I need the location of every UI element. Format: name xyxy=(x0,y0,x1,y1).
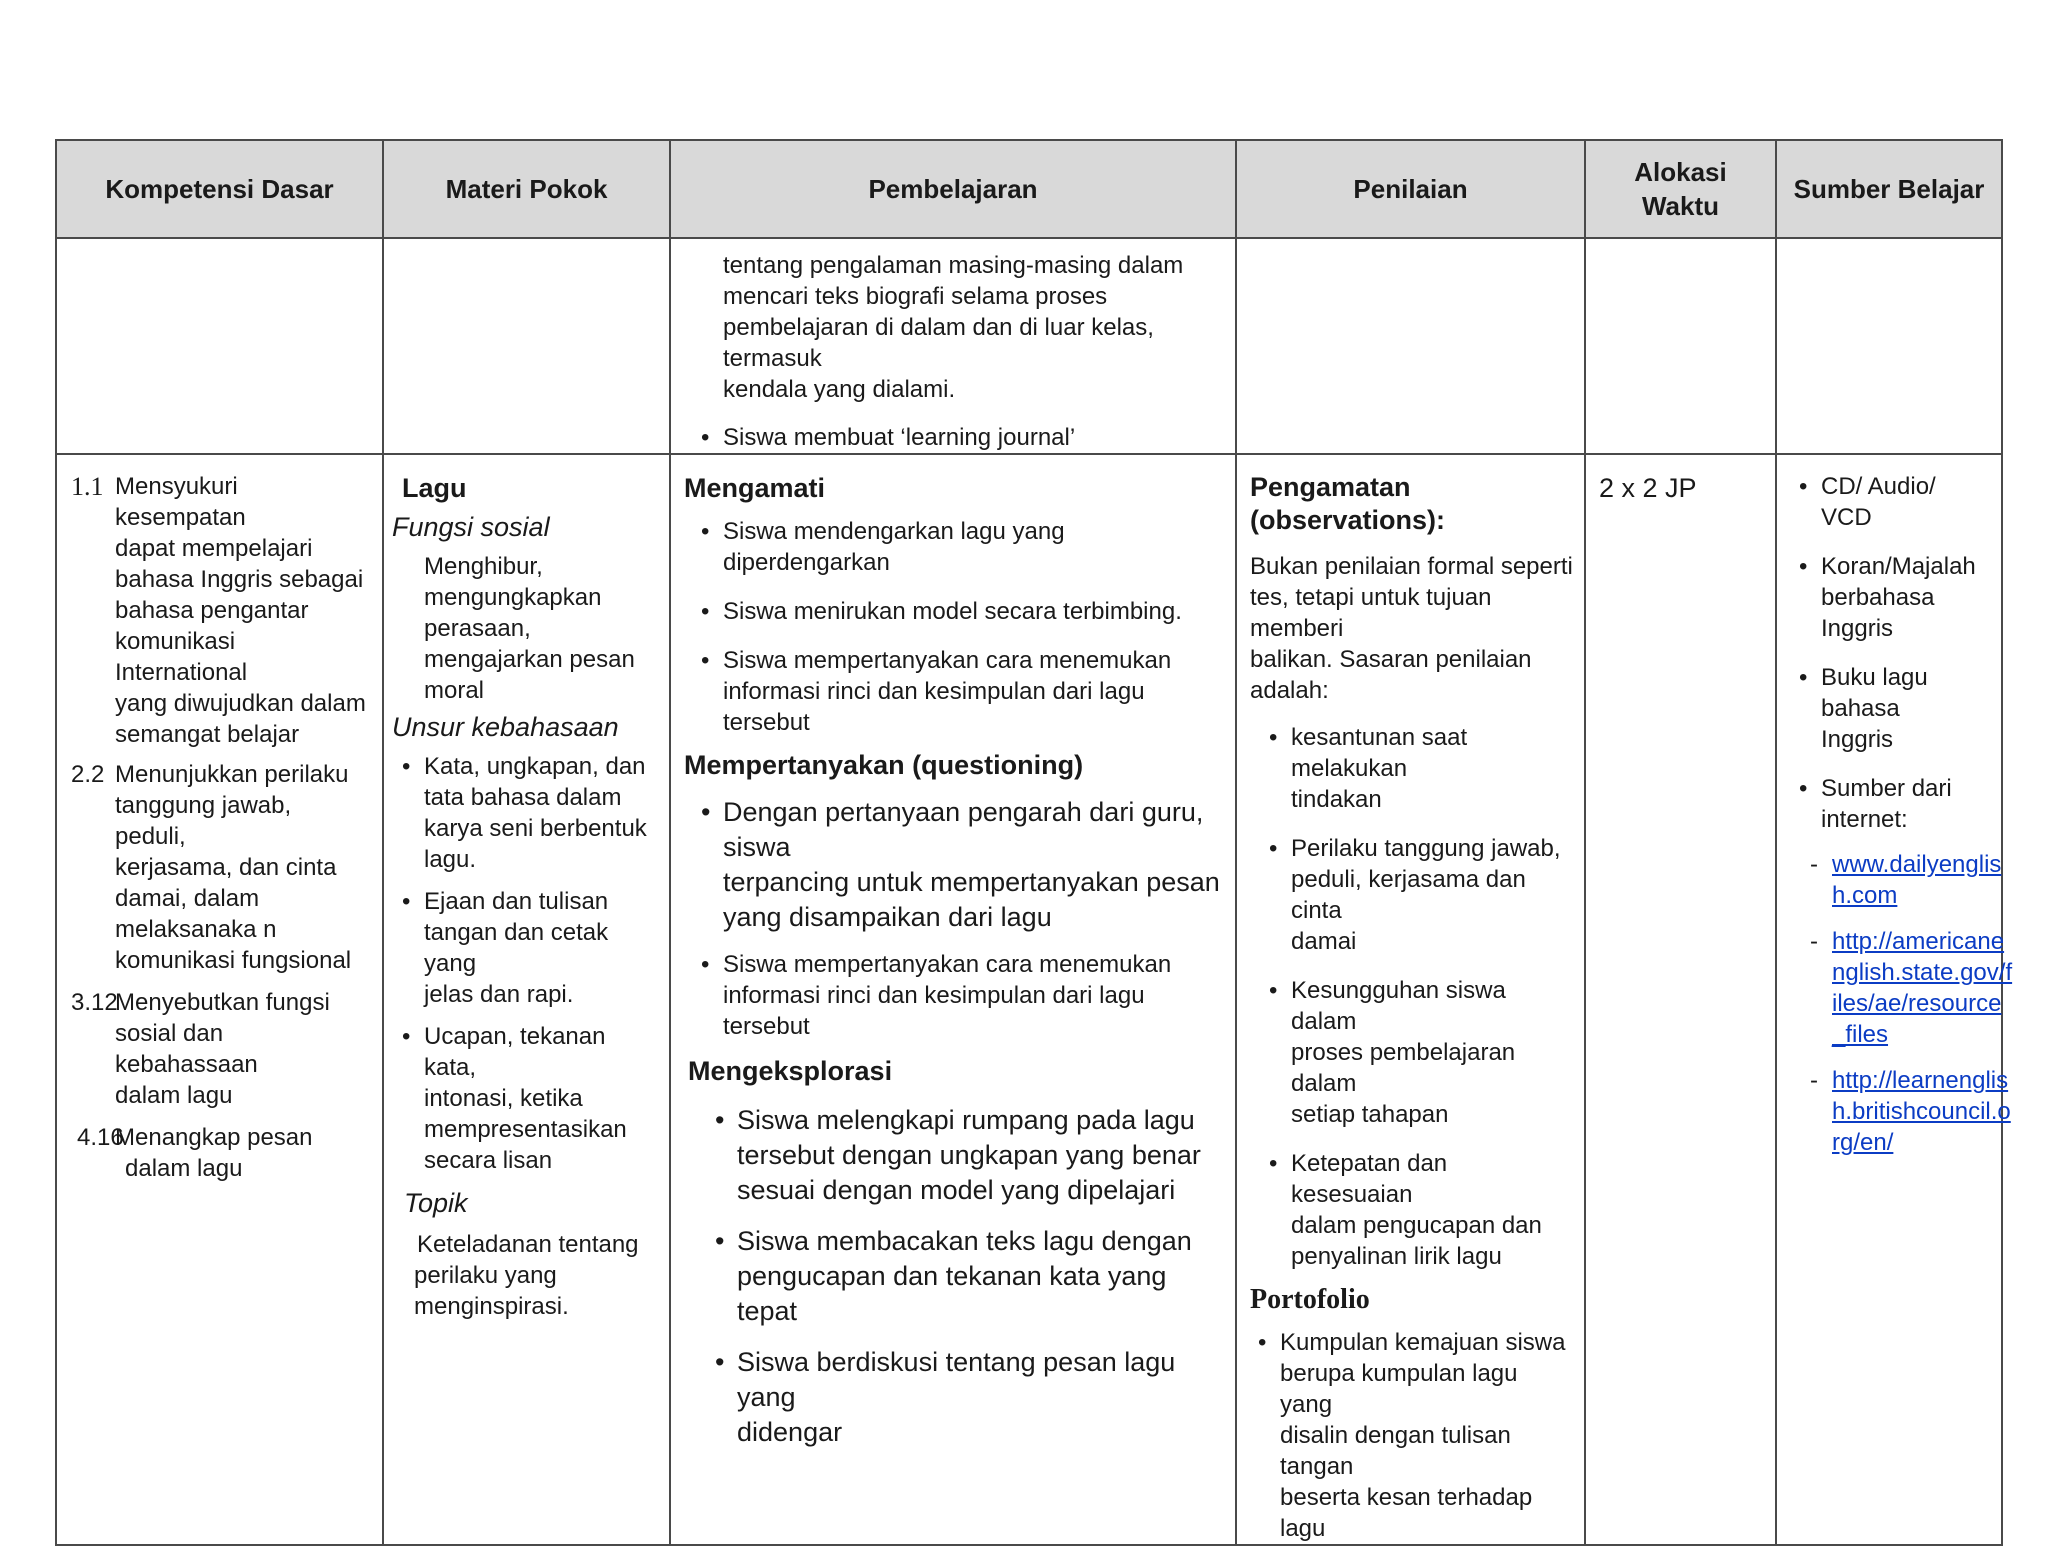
mengeksplorasi-title: Mengeksplorasi xyxy=(688,1056,893,1086)
list-item: • Buku lagu bahasa Inggris xyxy=(1821,662,1993,755)
pengamatan-title: Pengamatan (observations): xyxy=(1250,472,1446,535)
row1-materi-cell xyxy=(383,238,670,454)
list-item: • Ucapan, tekanan kata, intonasi, ketika mempresentasikan secara lisan xyxy=(424,1021,659,1176)
list-item: • Perilaku tanggung jawab, peduli, kerjasama dan cinta damai xyxy=(1291,833,1574,957)
list-item: • Siswa mempertanyakan cara menemukan informasi rinci dan kesimpulan dari lagu tersebut xyxy=(723,645,1225,738)
alokasi-value: 2 x 2 JP xyxy=(1599,473,1697,503)
list-item: • Ejaan dan tulisan tangan dan cetak yang jelas dan rapi. xyxy=(424,886,659,1010)
link-dailyenglish[interactable]: - www.dailyenglis h.com xyxy=(1832,849,1993,911)
row1-penilaian-cell xyxy=(1236,238,1585,454)
list-item: • Siswa membuat ‘learning journal’ xyxy=(723,422,1223,453)
topik-label: Topik xyxy=(404,1188,468,1218)
kd-item: 2.2 Menunjukkan perilaku tanggung jawab, peduli, kerjasama, dan cinta damai, dalam melaksanaka n komunikasi fungsional xyxy=(71,761,352,974)
syllabus-table xyxy=(55,139,2013,1546)
list-item: • CD/ Audio/ VCD xyxy=(1821,471,1993,533)
kd-item: 1.1 Mensyukuri kesempatan dapat mempelajari bahasa Inggris sebagai bahasa pengantar komunikasi International yang diwujudkan dalam semangat belajar xyxy=(71,472,366,748)
list-item: • Siswa mendengarkan lagu yang diperdengarkan xyxy=(723,516,1225,578)
link-americanenglish[interactable]: - http://americane nglish.state.gov/f iles/ae/resource _files xyxy=(1832,926,1993,1050)
pembelajaran-cell xyxy=(670,454,1236,1545)
mempertanyakan-title: Mempertanyakan (questioning) xyxy=(684,750,1084,780)
list-item: • kesantunan saat melakukan tindakan xyxy=(1291,722,1574,815)
row1-sumber-cell xyxy=(1776,238,2002,454)
link-britishcouncil[interactable]: - http://learnenglis h.britishcouncil.o rg/en/ xyxy=(1832,1065,1993,1158)
list-item: • Siswa menirukan model secara terbimbing. xyxy=(723,596,1225,627)
list-item: • Siswa mempertanyakan cara menemukan informasi rinci dan kesimpulan dari lagu tersebut xyxy=(723,949,1225,1042)
header-penilaian: Penilaian xyxy=(1236,140,1585,238)
kd-item: 3.12 Menyebutkan fungsi sosial dan kebahassaan dalam lagu xyxy=(71,989,330,1109)
mengamati-title: Mengamati xyxy=(684,473,826,503)
header-materi-pokok: Materi Pokok xyxy=(383,140,670,238)
row1-kompetensi-cell xyxy=(56,238,383,454)
table-row xyxy=(56,454,2002,1545)
header-pembelajaran: Pembelajaran xyxy=(670,140,1236,238)
row1-pembelajaran-cell: tentang pengalaman masing-masing dalam mencari teks biografi selama proses pembelajaran di dalam dan di luar kelas, termasuk kendala yang dialami. • Siswa membuat ‘learning journal’ xyxy=(670,238,1236,454)
row1-alokasi-cell xyxy=(1585,238,1776,454)
unsur-kebahasaan-label: Unsur kebahasaan xyxy=(392,712,619,742)
list-item: • Siswa melengkapi rumpang pada lagu tersebut dengan ungkapan yang benar sesuai dengan model yang dipelajari xyxy=(737,1103,1225,1208)
header-row xyxy=(56,140,2002,238)
sumber-belajar-cell xyxy=(1776,454,2013,1545)
list-item: • Ketepatan dan kesesuaian dalam pengucapan dan penyalinan lirik lagu xyxy=(1291,1148,1574,1272)
list-item: • Siswa berdiskusi tentang pesan lagu yang didengar xyxy=(737,1345,1225,1450)
penilaian-cell: Pengamatan (observations): Bukan penilaian formal seperti tes, tetapi untuk tujuan memberi balikan. Sasaran penilaian adalah: • kesantunan saat melakukan tindakan • Perilaku tanggung jawab, peduli, kerjasama dan cinta damai • Kesungguhan siswa dalam proses pembelajaran dalam setiap tahapan • Ketepatan dan kesesuaian dalam pengucapan dan penyalinan lirik lagu Portofolio • Kumpulan kemajuan siswa berupa kumpulan lagu yang disalin dengan tulisan tangan beserta kesan terhadap lagu xyxy=(1236,454,1585,1545)
list-item: • Kesungguhan siswa dalam proses pembelajaran dalam setiap tahapan xyxy=(1291,975,1574,1130)
header-kompetensi-dasar: Kompetensi Dasar xyxy=(56,140,383,238)
header-sumber-belajar: Sumber Belajar xyxy=(1776,140,2002,238)
materi-pokok-cell: Lagu Fungsi sosial Menghibur, mengungkapkan perasaan, mengajarkan pesan moral Unsur kebahasaan • Kata, ungkapan, dan tata bahasa dalam karya seni berbentuk lagu. • Ejaan dan tulisan tangan dan cetak yang jelas dan rapi. • Ucapan, tekanan kata, intonasi, ketika mempresentasikan secara lisan Topik Keteladanan tentang perilaku yang menginspirasi. xyxy=(383,454,670,1545)
header-alokasi-waktu: Alokasi Waktu xyxy=(1585,140,1776,238)
kompetensi-dasar-cell xyxy=(56,454,383,1545)
kd-item: 4.16 Menangkap pesan dalam lagu xyxy=(77,1124,313,1182)
materi-title: Lagu xyxy=(402,473,467,503)
portofolio-title: Portofolio xyxy=(1250,1284,1370,1315)
list-item: • Kata, ungkapan, dan tata bahasa dalam karya seni berbentuk lagu. xyxy=(424,751,659,875)
list-item: • Dengan pertanyaan pengarah dari guru, siswa terpancing untuk mempertanyakan pesan yang disampaikan dari lagu xyxy=(723,795,1225,935)
list-item: • Sumber dari internet: xyxy=(1821,773,1993,835)
list-item: • Kumpulan kemajuan siswa berupa kumpulan lagu yang disalin dengan tulisan tangan beserta kesan terhadap lagu xyxy=(1280,1327,1574,1544)
alokasi-waktu-cell xyxy=(1585,454,1776,1545)
table-row xyxy=(56,238,2002,454)
fungsi-sosial-label: Fungsi sosial xyxy=(392,512,550,542)
list-item: • Koran/Majalah berbahasa Inggris xyxy=(1821,551,1993,644)
list-item: • Siswa membacakan teks lagu dengan pengucapan dan tekanan kata yang tepat xyxy=(737,1224,1225,1329)
